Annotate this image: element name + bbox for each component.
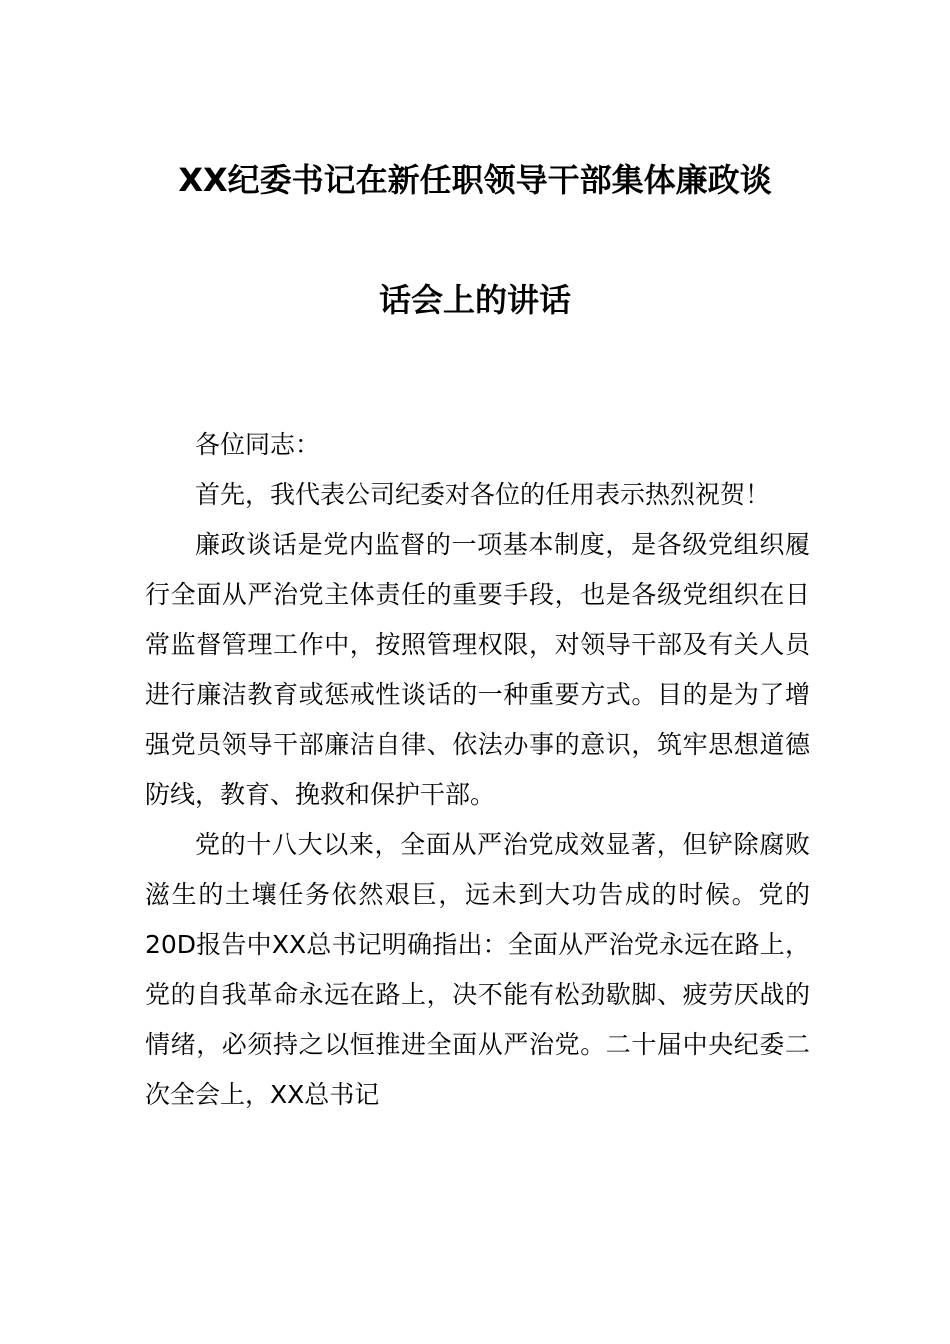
document-body xyxy=(145,420,810,1120)
document-title-line-1: XX纪委书记在新任职领导干部集体廉政谈 xyxy=(178,161,772,199)
body-paragraph: 党的十八大以来，全面从严治党成效显著，但铲除腐败滋生的土壤任务依然艰巨，远未到大功告成的时候。党的20D报告中XX总书记明确指出：全面从严治党永远在路上，党的自我革命永远在路上，决不能有松劲歇脚、疲劳厌战的情绪，必须持之以恒推进全面从严治党。二十届中央纪委二次全会上，XX总书记 xyxy=(145,830,810,1109)
document-title-line-2: 话会上的讲话 xyxy=(378,281,571,319)
salutation-paragraph: 各位同志： xyxy=(195,430,321,459)
body-paragraph: 首先，我代表公司纪委对各位的任用表示热烈祝贺！ xyxy=(195,480,771,509)
body-paragraph: 廉政谈话是党内监督的一项基本制度，是各级党组织履行全面从严治党主体责任的重要手段，也是各级党组织在日常监督管理工作中，按照管理权限，对领导干部及有关人员进行廉洁教育或惩戒性谈话的一种重要方式。目的是为了增强党员领导干部廉洁自律、依法办事的意识，筑牢思想道德防线，教育、挽救和保护干部。 xyxy=(145,530,810,809)
